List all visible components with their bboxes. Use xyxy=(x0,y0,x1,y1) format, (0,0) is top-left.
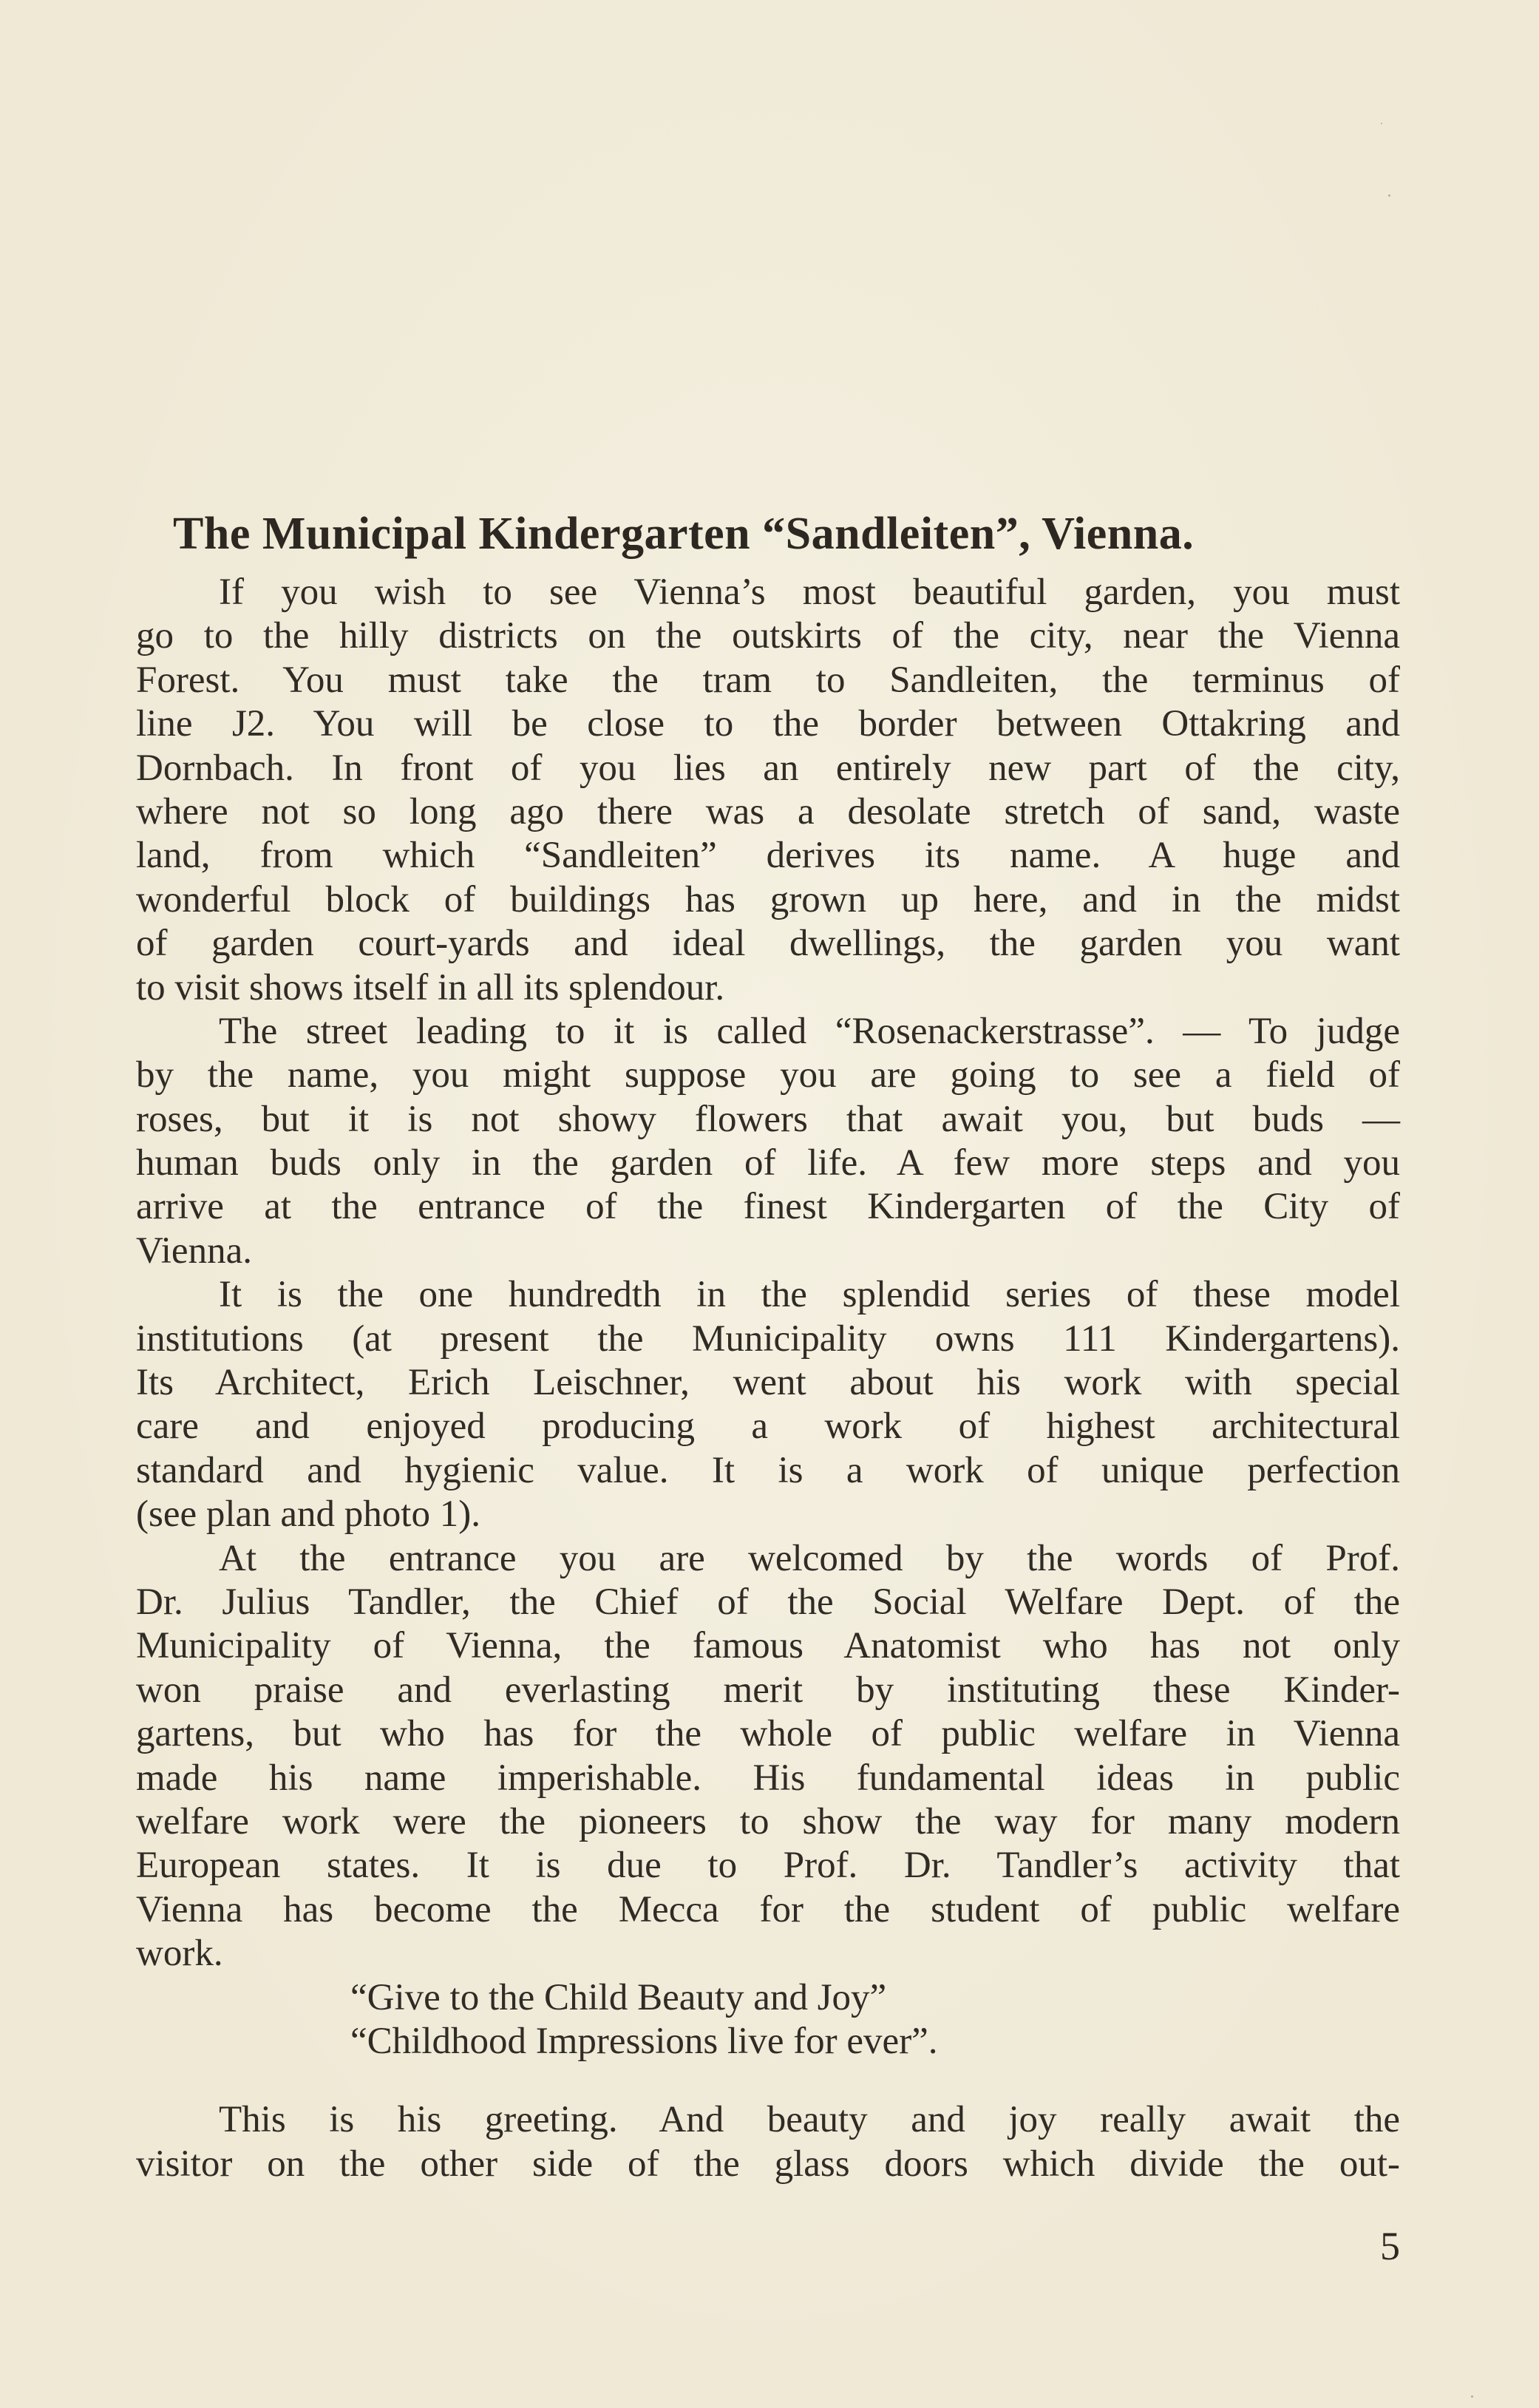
quote-line: “Childhood Impressions live for ever”. xyxy=(350,2020,938,2062)
text-line: line J2. You will be close to the border between Ottakring and xyxy=(136,703,1400,745)
text-line: Dr. Julius Tandler, the Chief of the Social Welfare Dept. of the xyxy=(136,1581,1400,1623)
text-line: work. xyxy=(136,1933,223,1975)
paragraph xyxy=(136,1273,1400,1536)
text-line: of garden court-yards and ideal dwellings, the garden you want xyxy=(136,923,1400,965)
text-line: gartens, but who has for the whole of public welfare in Vienna xyxy=(136,1713,1400,1755)
text-line: arrive at the entrance of the finest Kindergarten of the City of xyxy=(136,1186,1400,1228)
text-line: visitor on the other side of the glass doors which divide the out- xyxy=(136,2143,1400,2185)
text-line: Forest. You must take the tram to Sandleiten, the terminus of xyxy=(136,659,1400,701)
text-line: wonderful block of buildings has grown up here, and in the midst xyxy=(136,878,1400,920)
article-body xyxy=(136,571,1400,2186)
text-line: to visit shows itself in all its splendour. xyxy=(136,966,725,1008)
text-line: Municipality of Vienna, the famous Anatomist who has not only xyxy=(136,1625,1400,1667)
text-line: land, from which “Sandleiten” derives its name. A huge and xyxy=(136,835,1400,877)
text-line: standard and hygienic value. It is a work of unique perfection xyxy=(136,1449,1400,1491)
text-line: welfare work were the pioneers to show the way for many modern xyxy=(136,1800,1400,1842)
paper-speck xyxy=(1388,194,1390,197)
text-line: human buds only in the garden of life. A few more steps and you xyxy=(136,1142,1400,1184)
text-line: won praise and everlasting merit by instituting these Kinder- xyxy=(136,1669,1400,1711)
paper-speck xyxy=(1381,123,1382,124)
text-line: Dornbach. In front of you lies an entirely new part of the city, xyxy=(136,747,1400,789)
spacer xyxy=(136,2063,1400,2098)
paragraph xyxy=(136,1537,1400,1976)
text-line: If you wish to see Vienna’s most beautiful garden, you must xyxy=(219,572,1400,613)
text-line: roses, but it is not showy flowers that await you, but buds — xyxy=(136,1098,1400,1140)
paragraph xyxy=(136,2098,1400,2186)
text-line: Vienna has become the Mecca for the student of public welfare xyxy=(136,1888,1400,1930)
text-line: The street leading to it is called “Rosenackerstrasse”. — To judge xyxy=(219,1010,1400,1052)
article-title: The Municipal Kindergarten “Sandleiten”, Vienna. xyxy=(173,509,1195,559)
quote-line: “Give to the Child Beauty and Joy” xyxy=(350,1976,887,2018)
quotation xyxy=(136,1976,1400,2064)
text-line: by the name, you might suppose you are going to see a field of xyxy=(136,1054,1400,1096)
text-line: Vienna. xyxy=(136,1230,252,1272)
text-line: where not so long ago there was a desolate stretch of sand, waste xyxy=(136,790,1400,832)
page-number: 5 xyxy=(1380,2224,1400,2268)
paragraph xyxy=(136,1010,1400,1273)
text-line: European states. It is due to Prof. Dr. Tandler’s activity that xyxy=(136,1845,1400,1887)
text-line: institutions (at present the Municipality owns 111 Kindergartens). xyxy=(136,1317,1400,1360)
text-line: care and enjoyed producing a work of highest architectural xyxy=(136,1405,1400,1448)
text-line: Its Architect, Erich Leischner, went about his work with special xyxy=(136,1362,1400,1404)
text-line: This is his greeting. And beauty and joy really await the xyxy=(219,2099,1400,2141)
text-line: made his name imperishable. His fundamental ideas in public xyxy=(136,1757,1400,1799)
text-line: (see plan and photo 1). xyxy=(136,1493,480,1536)
text-line: At the entrance you are welcomed by the words of Prof. xyxy=(219,1537,1400,1579)
text-line: It is the one hundredth in the splendid series of these model xyxy=(219,1274,1400,1316)
paper-speck xyxy=(1471,2395,1473,2398)
paragraph xyxy=(136,571,1400,1010)
text-line: go to the hilly districts on the outskirts of the city, near the Vienna xyxy=(136,615,1400,657)
